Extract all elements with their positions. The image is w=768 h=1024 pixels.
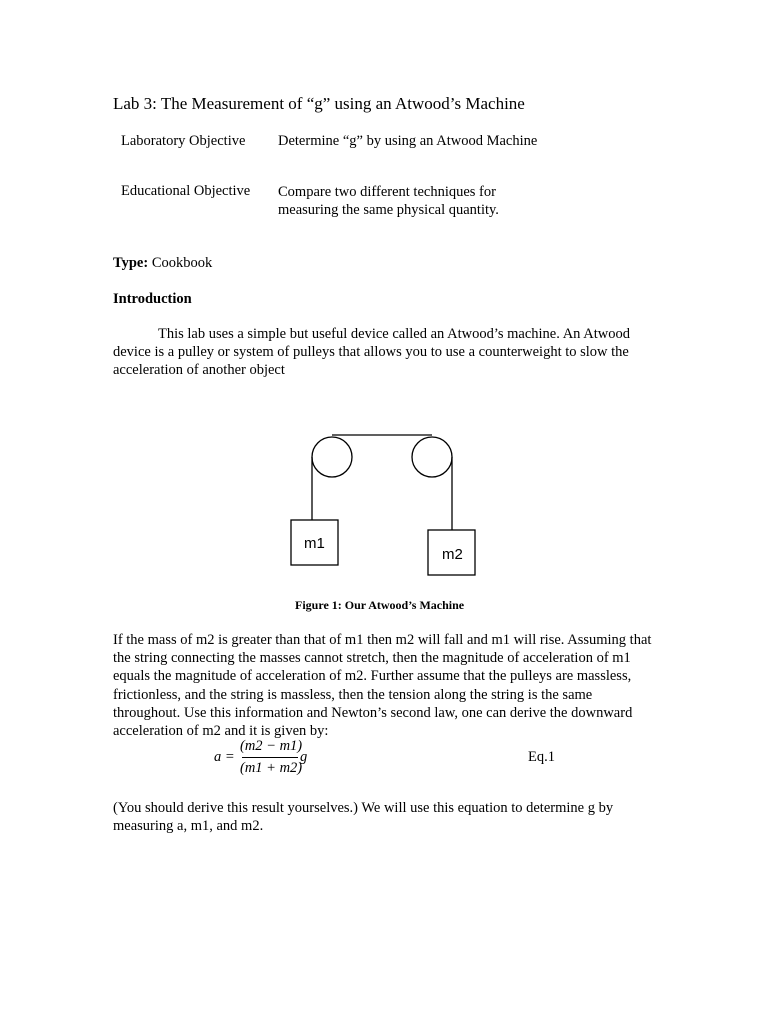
type-line — [113, 254, 212, 272]
equation-numerator: (m2 − m1) — [240, 738, 303, 754]
equation-denominator: (m1 + m2) — [240, 760, 303, 776]
page-title: Lab 3: The Measurement of “g” using an Atwood’s Machine — [113, 94, 525, 113]
equation-number: Eq.1 — [528, 749, 555, 765]
mass-m2-label: m2 — [442, 546, 463, 563]
introduction-heading: Introduction — [113, 291, 192, 307]
laboratory-objective-label: Laboratory Objective — [121, 133, 246, 149]
fraction-bar — [242, 757, 298, 758]
introduction-paragraph: This lab uses a simple but useful device called an Atwood’s machine. An Atwood device is a pulley or system of pulleys that allows you to use a counterweight to slow the acceleration of another object — [113, 326, 630, 379]
mass-m1-label: m1 — [304, 535, 325, 552]
atwood-machine-figure — [280, 425, 480, 585]
equation-lhs: a = — [214, 749, 235, 765]
type-label: Type: — [113, 255, 149, 271]
closing-paragraph: (You should derive this result yourselves.) We will use this equation to determine g by measuring a, m1, and m2. — [113, 800, 614, 835]
educational-objective-label: Educational Objective — [121, 183, 251, 199]
left-pulley — [312, 437, 352, 477]
laboratory-objective-value: Determine “g” by using an Atwood Machine — [278, 133, 538, 149]
figure-caption: Figure 1: Our Atwood’s Machine — [295, 598, 465, 612]
educational-objective-value: Compare two different techniques for measuring the same physical quantity. — [278, 184, 499, 218]
type-value: Cookbook — [151, 255, 213, 271]
equation-factor: g — [300, 749, 308, 765]
right-pulley — [412, 437, 452, 477]
body-paragraph: If the mass of m2 is greater than that of m1 then m2 will fall and m1 will rise. Assuming that the string connecting the masses cannot stretch, then the magnitude of acceleration of m1 equals the magnitude of acceleration of m2. Further assume that the pulleys are massless, frictionless, and the string is massless, then the tension along the string is the same throughout. Use this information and Newton’s second law, one can derive the downward acceleration of m2 and it is given by: — [113, 632, 652, 740]
